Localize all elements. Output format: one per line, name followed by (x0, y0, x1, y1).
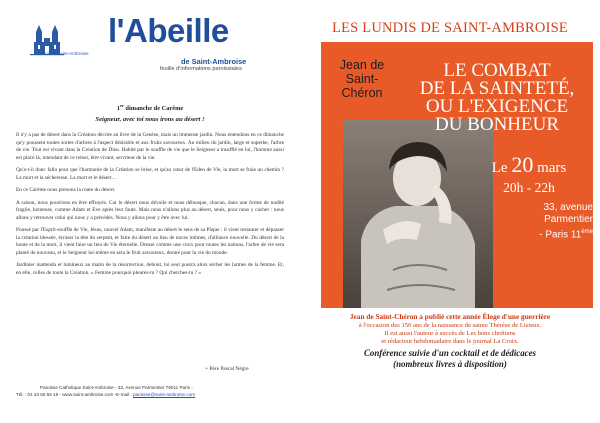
author-info: à l'occasion des 150 ans de la naissance de sainte Thérèse de Lisieux. Il est aussi l'auteur à succès de Les bons chrétiens et rédacteur hebdomadaire dans le journal La Croix. (358, 322, 542, 345)
footer-address: Paroisse Catholique Saint-Ambroise - 33, Avenue Parmentier 75011 Paris - (40, 385, 193, 390)
series-title: LES LUNDIS DE SAINT-AMBROISE (332, 20, 568, 36)
event-date: Le 20 mars (491, 152, 567, 177)
title-line: DE LA SAINTETÉ, (419, 78, 575, 99)
poster-title (403, 62, 591, 134)
footer-email-link[interactable]: paroisse@saint-ambroise.com (132, 391, 196, 397)
signature: + Père Pascal Nègre (205, 366, 249, 372)
paragraph: A raison, nous pourrions en être effrayés. Car le désert nous dévoile et nous débusque, chacun, dans une forme de nudité fragile, honteuse, comme Adam et Eve après leur faute. Mais nous n'allons plus au désert, seuls, pour nous y cacher : nous allons y retrouver celui qui nous y a précédés. Nous y allons pour y être avec lui. (16, 199, 284, 221)
sunday-heading: 1er dimanche de Carême (116, 103, 184, 113)
conference-info: Conférence suivie d'un cocktail et de dédicaces (nombreux livres à disposition) (363, 348, 537, 369)
paragraph: Jardinier inattendu et lumineux au matin de la résurrection, debout, lui seul pourra alors sécher les larmes de la femme. Et, en elle, celles de toute la Création. « Femme pourquoi pleures-tu ? Qui cherches-tu ? » (16, 262, 284, 276)
logo-caption: Paroisse Saint-Ambroise (38, 51, 89, 56)
church-logo-icon (26, 24, 96, 62)
event-time: 20h - 22h (503, 180, 555, 195)
portrait-photo-icon (343, 120, 493, 308)
bulletin-brand-title: l'Abeille (108, 12, 229, 49)
bulletin-tagline: feuille d'informations paroissiales (160, 66, 242, 72)
poster-panel (321, 42, 593, 308)
title-line: LE COMBAT (443, 60, 551, 81)
title-line: DU BONHEUR (434, 114, 560, 135)
paragraph: Il n'y a pas de désert dans la Création décrite au livre de la Genèse, mais un immense jardin. Nous entendons en ce dimanche qu'y poussent toutes sortes d'arbres à l'aspect désirable et aux fruits savoureux. Au milieu du jardin, large et superbe, l'arbre de vie. Tout est vivant dans la Création de Dieu. Habité par le souffle de vie que le Seigneur a insufflé en lui, l'homme aussi est placé là, intendant de ce trésor, être vivant, serviteur de la vie. (16, 132, 284, 161)
epigraph: Seigneur, avec toi nous irons au désert ! (95, 116, 205, 123)
paragraph: En ce Carême nous prenons la route du désert. (16, 187, 116, 193)
footer-phone: Tél. : 01 43 55 56 18 - (16, 391, 63, 397)
title-line: OU L'EXIGENCE (425, 96, 569, 117)
paragraph: Qu'a-t-il donc fallu pour que l'harmonie de la Création se brise, et qu'au cœur de l'Eden de Vie, la mort se fraie un chemin ? La mort et la sécheresse. La mort et le désert… (16, 167, 284, 181)
author-name: Jean de Saint-Chéron (339, 58, 385, 100)
event-address: 33, avenue Parmentier - Paris 11ème (539, 202, 593, 241)
poster-page (300, 0, 600, 423)
bulletin-body (16, 132, 284, 282)
bulletin-footer (16, 385, 286, 398)
paragraph: Poussé par l'Esprit-souffle de Vie, Jésus, nouvel Adam, manifeste au désert le sens de sa Pâque : il vient restaurer et dépasser la création blessée, écraser la tête du serpent, et faire du désert un lieu de noces intimes, d'alliance nouvelle. Du désert de la honte et de la mort, il vient faire un lieu de Vie éternelle. Dressé comme une croix pour toutes les nations, l'arbre de vie sera planté de nouveau, et le Seigneur lui-même en sera le fruit savoureux, donné pour la vie du monde. (16, 227, 284, 256)
footer-email-label: -E-mail : (113, 391, 133, 397)
bulletin-brand-subtitle: de Saint-Ambroise (181, 57, 247, 66)
book-info: Jean de Saint-Chéron a publié cette année Éloge d'une guerrière (349, 312, 551, 321)
footer-website-link[interactable]: www.saint-ambroise.com (62, 391, 114, 397)
footer-contact (16, 392, 286, 399)
